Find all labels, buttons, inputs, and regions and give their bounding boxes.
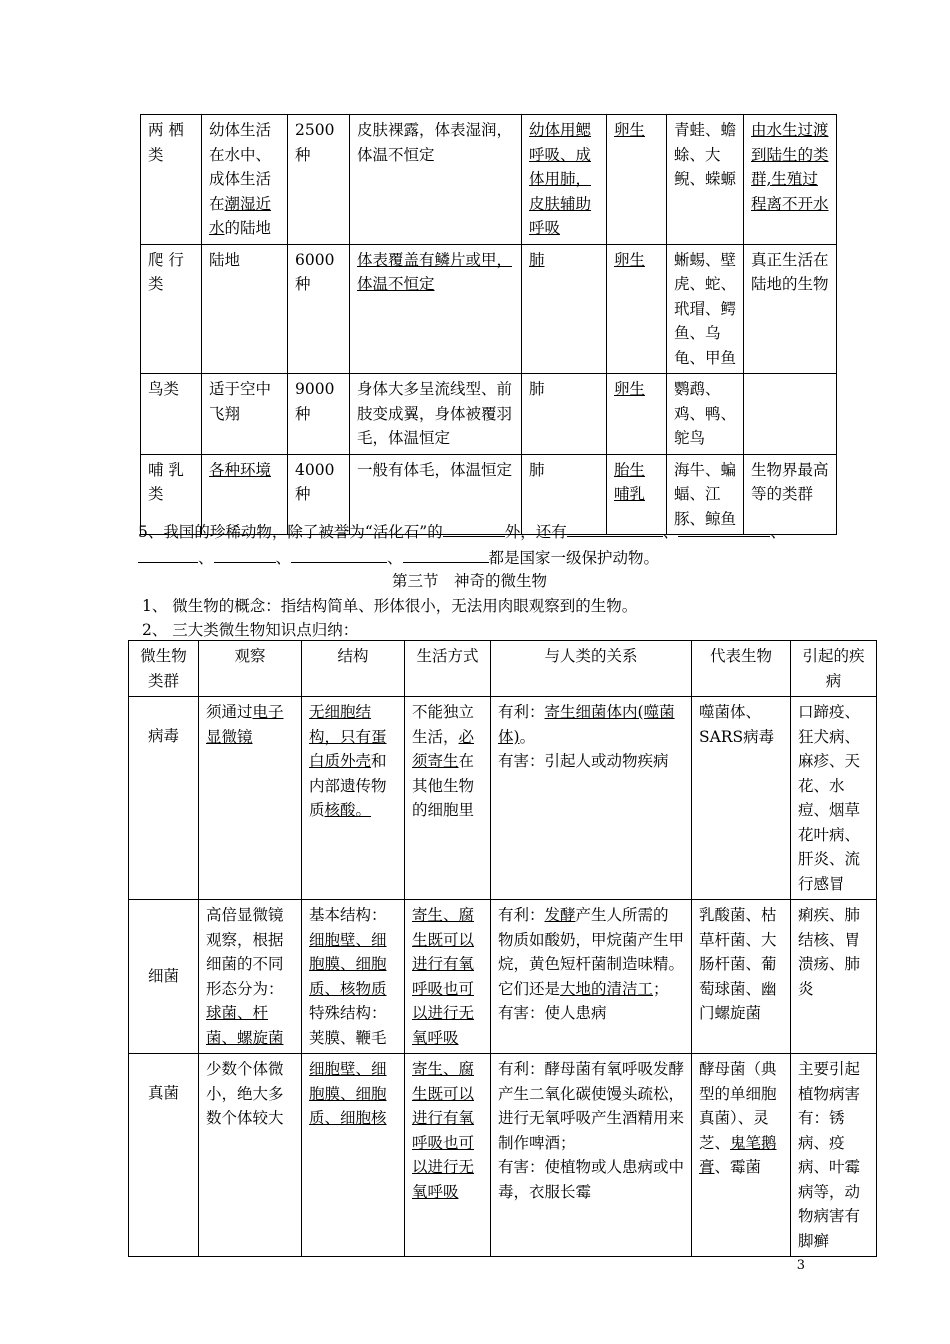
species-count: 2500种	[288, 115, 350, 245]
table-header-row	[129, 641, 877, 697]
reproduction: 卵生	[607, 115, 667, 245]
habitat: 幼体生活在水中、成体生活在潮湿近水的陆地	[202, 115, 288, 245]
blank	[443, 520, 505, 537]
table-row	[141, 244, 837, 374]
examples: 蜥蜴、壁虎、蛇、玳瑁、鳄鱼、乌龟、甲鱼	[667, 244, 744, 374]
notes: 由水生过渡到陆生的类群,生殖过程离不开水	[744, 115, 837, 245]
class-name: 两 栖类	[141, 115, 202, 245]
blank	[678, 520, 770, 537]
observation: 高倍显微镜观察，根据细菌的不同形态分为：球菌、杆菌、螺旋菌	[199, 900, 302, 1054]
respiration: 肺	[522, 244, 607, 374]
animal-classes-table	[140, 114, 837, 535]
examples: 酵母菌（典型的单细胞真菌）、灵芝、鬼笔鹅膏、霉菌	[692, 1054, 791, 1257]
table-row	[129, 900, 877, 1054]
features: 皮肤裸露，体表湿润，体温不恒定	[350, 115, 522, 245]
species-count: 6000种	[288, 244, 350, 374]
reproduction: 卵生	[607, 244, 667, 374]
section-title: 第三节 神奇的微生物	[392, 572, 548, 590]
lifestyle: 寄生、腐生既可以进行有氧呼吸也可以进行无氧呼吸	[405, 900, 491, 1054]
habitat: 各种环境	[202, 454, 288, 535]
notes: 生物界最高等的类群	[744, 454, 837, 535]
relation: 有利：酵母菌有氧呼吸发酵产生二氧化碳使馒头疏松，进行无氧呼吸产生酒精用来制作啤酒； 有害：使植物或人患病或中毒，衣服长霉	[491, 1054, 692, 1257]
respiration: 幼体用鳃呼吸、成体用肺，皮肤辅助呼吸	[522, 115, 607, 245]
column-header: 代表生物	[692, 641, 791, 697]
examples: 海牛、蝙蝠、江豚、鲸鱼	[667, 454, 744, 535]
examples: 噬菌体、SARS病毒	[692, 697, 791, 900]
column-header: 生活方式	[405, 641, 491, 697]
table-row	[141, 374, 837, 455]
features: 一般有体毛，体温恒定	[350, 454, 522, 535]
class-name: 哺 乳类	[141, 454, 202, 535]
column-header: 引起的疾病	[791, 641, 877, 697]
examples: 乳酸菌、枯草杆菌、大肠杆菌、葡萄球菌、幽门螺旋菌	[692, 900, 791, 1054]
question-5-line1: 5、我国的珍稀动物，除了被誉为“活化石”的 外，还有 、 、	[138, 520, 786, 543]
notes: 真正生活在陆地的生物	[744, 244, 837, 374]
structure: 无细胞结构，只有蛋白质外壳和内部遗传物质核酸。	[302, 697, 405, 900]
relation: 有利：寄生细菌体内(噬菌体)。 有害：引起人或动物疾病	[491, 697, 692, 900]
blank	[138, 546, 198, 563]
column-header: 微生物类群	[129, 641, 199, 697]
notes	[744, 374, 837, 455]
microorganisms-table	[128, 640, 877, 1257]
examples: 青蛙、蟾蜍、大鲵、蝾螈	[667, 115, 744, 245]
table-row	[129, 1054, 877, 1257]
reproduction: 卵生	[607, 374, 667, 455]
structure: 基本结构：细胞壁、细胞膜、细胞质、核物质特殊结构：荚膜、鞭毛	[302, 900, 405, 1054]
respiration: 肺	[522, 374, 607, 455]
species-count: 4000种	[288, 454, 350, 535]
column-header: 结构	[302, 641, 405, 697]
habitat: 陆地	[202, 244, 288, 374]
structure: 细胞壁、细胞膜、细胞质、细胞核	[302, 1054, 405, 1257]
features: 体表覆盖有鳞片或甲，体温不恒定	[350, 244, 522, 374]
table-row	[141, 115, 837, 245]
class-name: 爬 行类	[141, 244, 202, 374]
page-number: 3	[796, 1258, 805, 1273]
features: 身体大多呈流线型、前肢变成翼，身体被覆羽毛，体温恒定	[350, 374, 522, 455]
diseases: 口蹄疫、狂犬病、麻疹、天花、水痘、烟草花叶病、肝炎、流行感冒	[791, 697, 877, 900]
diseases: 主要引起植物病害有：锈病、疫病、叶霉病等，动物病害有脚癣	[791, 1054, 877, 1257]
group-name: 病毒	[129, 697, 199, 900]
reproduction: 胎生哺乳	[607, 454, 667, 535]
blank	[291, 546, 387, 563]
examples: 鹦鹉、鸡、鸭、鸵鸟	[667, 374, 744, 455]
blank	[567, 520, 663, 537]
item-2: 2、 三大类微生物知识点归纳：	[142, 621, 359, 639]
group-name: 细菌	[129, 900, 199, 1054]
blank	[403, 546, 489, 563]
observation: 少数个体微小，绝大多数个体较大	[199, 1054, 302, 1257]
habitat: 适于空中飞翔	[202, 374, 288, 455]
column-header: 观察	[199, 641, 302, 697]
diseases: 痢疾、肺结核、胃溃疡、肺炎	[791, 900, 877, 1054]
class-name: 鸟类	[141, 374, 202, 455]
respiration: 肺	[522, 454, 607, 535]
question-5-line2: 、 、 、 都是国家一级保护动物。	[138, 546, 659, 569]
species-count: 9000种	[288, 374, 350, 455]
lifestyle: 寄生、腐生既可以进行有氧呼吸也可以进行无氧呼吸	[405, 1054, 491, 1257]
lifestyle: 不能独立生活，必须寄生在其他生物的细胞里	[405, 697, 491, 900]
table-row	[129, 697, 877, 900]
group-name: 真菌	[129, 1054, 199, 1257]
relation: 有利：发酵产生人所需的物质如酸奶，甲烷菌产生甲烷，黄色短杆菌制造味精。它们还是大地的清洁工； 有害：使人患病	[491, 900, 692, 1054]
column-header: 与人类的关系	[491, 641, 692, 697]
blank	[214, 546, 276, 563]
item-1: 1、 微生物的概念：指结构简单、形体很小，无法用肉眼观察到的生物。	[142, 597, 638, 615]
observation: 须通过电子显微镜	[199, 697, 302, 900]
